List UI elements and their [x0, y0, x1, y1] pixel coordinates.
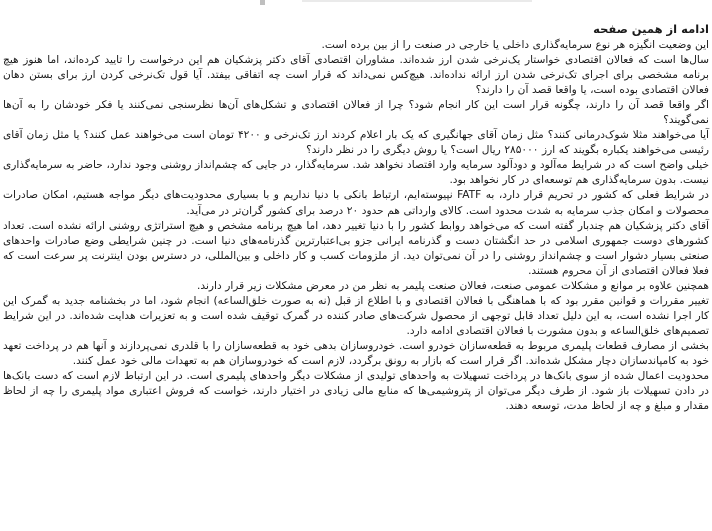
top-edge-artifact-mark	[260, 0, 265, 5]
article-paragraph: این وضعیت انگیزه هر نوع سرمایه‌گذاری داخلی یا خارجی در صنعت را از بین برده است.	[321, 39, 709, 51]
article-body	[3, 22, 709, 414]
article-paragraph: در شرایط فعلی که کشور در تحریم قرار دارد، به FATF نپیوسته‌ایم، ارتباط بانکی با دنیا نداریم و با بسیاری محدودیت‌های دیگر مواجه هستیم، امکان صادرات محصولات و امکان جذب سرمایه به شدت محدود است. کالای وارداتی هم حدود ۲۰ درصد برای کشور گران‌تر در می‌آید.	[3, 189, 709, 217]
article-headline: ادامه از همین صفحه	[593, 22, 709, 36]
article-paragraph: تغییر مقررات و قوانین مقرر بود که با هماهنگی با فعالان اقتصادی و با اطلاع از قبل (نه به صورت خلق‌الساعه) انجام شود، اما در بخشنامه جدید به گمرک این کار اجرا نشده است، به این دلیل تعداد قابل توجهی از محصول شرکت‌های صادر کننده در گمرک توقیف شده است و به تعزیرات هدایت شده‌اند. در این شرایط تصمیم‌های خلق‌الساعه و بدون مشورت با فعالان اقتصادی ادامه دارد.	[3, 294, 709, 337]
article-paragraph: محدودیت اعمال شده از سوی بانک‌ها در پرداخت تسهیلات به واحدهای تولیدی از مشکلات دیگر واحدهای پلیمری است. در این ارتباط لازم است که دست بانک‌ها در دادن تسهیلات باز شود. از طرف دیگر می‌توان از پتروشیمی‌ها که منابع مالی زیادی در اختیار دارند، خواست که فروش اعتباری مواد پلیمری را چه از لحاظ مقدار و مبلغ و چه از لحاظ مدت، توسعه دهند.	[3, 370, 709, 413]
article-paragraph: آیا می‌خواهند مثلا شوک‌درمانی کنند؟ مثل زمان آقای جهانگیری که یک بار اعلام کردند ارز تک‌نرخی و ۴۲۰۰ تومان است می‌خواهند عمل کنند؟ یا مثل زمان آقای رئیسی می‌خواهند یکباره بگویند که ارز ۲۸۵۰۰۰ ریال است؟ یا روش دیگری را در نظر دارند؟	[3, 129, 709, 157]
article-paragraph: همچنین علاوه بر موانع و مشکلات عمومی صنعت، فعالان صنعت پلیمر به نظر من در معرض مشکلات زیر قرار دارند.	[197, 279, 709, 292]
top-edge-artifact-rule	[302, 0, 532, 2]
article-paragraph: سال‌ها است که فعالان اقتصادی خواستار یک‌نرخی شدن ارز شده‌اند. مشاوران اقتصادی آقای دکتر پزشکیان هم این درخواست را تایید کرده‌اند، اما هنوز هیچ برنامه مشخصی برای اجرای تک‌نرخی شدن ارز ارائه نداده‌اند. هیچ‌کس نمی‌داند که قرار است چه اتفاقی بیفتد. آیا قول تک‌نرخی کردن ارز برای بستن دهان فعالان اقتصادی بوده است، یا واقعا قصد آن را دارند؟	[3, 54, 709, 97]
article-paragraph: بخشی از مصارف قطعات پلیمری مربوط به قطعه‌سازان خودرو است. خودروسازان بدهی خود به قطعه‌سازان را با قلدری نمی‌پردازند و آنها هم در پرداخت تعهد خود به کامپاندسازان دچار مشکل شده‌اند. اگر قرار است که بازار به رونق برگردد، لازم است که خودروسازان هم به تعهدات مالی خود عمل کنند.	[3, 339, 709, 367]
article-paragraph: خیلی واضح است که در شرایط مه‌آلود و دودآلود سرمایه وارد اقتصاد نخواهد شد. سرمایه‌گذار، در جایی که چشم‌انداز روشنی وجود ندارد، حاضر به سرمایه‌گذاری نیست. بدون سرمایه‌گذاری هم توسعه‌ای در کار نخواهد بود.	[3, 159, 709, 187]
article-paragraph: اگر واقعا قصد آن را دارند، چگونه قرار است این کار انجام شود؟ چرا از فعالان اقتصادی و تشکل‌های آن‌ها نظرسنجی نمی‌کنند یا فکر خودشان را به آن‌ها نمی‌گویند؟	[3, 99, 709, 127]
article-paragraph: آقای دکتر پزشکیان هم چندبار گفته است که می‌خواهد روابط کشور را با دنیا تغییر دهد، اما هیچ برنامه مشخص و هیچ استراتژی روشنی ارائه نشده است. تعداد کشورهای دوست جمهوری اسلامی در حد انگشتان دست و گذرنامه ایرانی جزو بی‌اعتبارترین گذرنامه‌های دنیا است. در چنین شرایطی وضع صادرات واحدهای صنعتی بسیار دشوار است و چشم‌انداز روشنی را در آن نمی‌توان دید. از ملزومات کسب و کار داخلی و بین‌المللی، در دسترس بودن اینترنت پر سرعت است که فعلا فعالان اقتصادی از آن محروم هستند.	[3, 219, 709, 277]
